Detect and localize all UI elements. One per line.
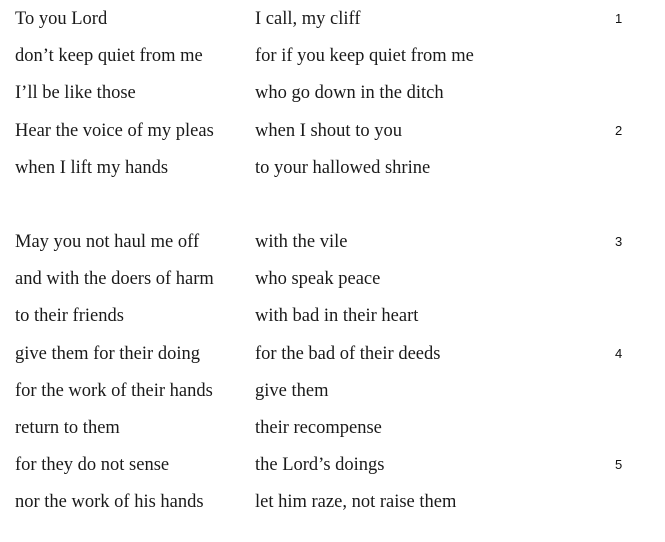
line-first-half: for the work of their hands [15, 380, 213, 401]
poem-line [0, 74, 665, 111]
verse-number: 1 [615, 11, 623, 26]
line-second-half: with bad in their heart [255, 306, 419, 327]
line-second-half: who speak peace [255, 269, 381, 290]
line-first-half: May you not haul me off [15, 232, 200, 252]
line-first-half: don’t keep quiet from me [15, 46, 203, 67]
line-second-half: let him raze, not raise them [255, 492, 457, 513]
poem-line [0, 260, 665, 297]
line-second-half: for if you keep quiet from me [255, 46, 474, 67]
line-second-half: their recompense [255, 417, 382, 438]
line-first-half: Hear the voice of my pleas [15, 120, 214, 141]
stanza-2 [0, 223, 665, 521]
poem-line [0, 297, 665, 334]
line-second-half: I call, my cliff [255, 9, 361, 29]
line-first-half: return to them [15, 417, 120, 438]
line-first-half: nor the work of his hands [15, 492, 204, 513]
line-second-half: for the bad of their deeds [255, 343, 441, 364]
poem-line [0, 335, 665, 372]
line-first-half: and with the doers of harm [15, 269, 214, 290]
line-second-half: when I shout to you [255, 120, 402, 141]
poem-line [0, 409, 665, 446]
line-first-half: give them for their doing [15, 343, 200, 364]
line-first-half: To you Lord [15, 9, 108, 29]
line-first-half: for they do not sense [15, 455, 170, 476]
verse-number: 5 [615, 457, 623, 473]
line-second-half: the Lord’s doings [255, 455, 385, 476]
poem-line [0, 37, 665, 74]
poem-line [0, 112, 665, 149]
line-first-half: to their friends [15, 306, 124, 327]
line-second-half: to your hallowed shrine [255, 157, 431, 178]
poem-line [0, 483, 665, 520]
poem-line [0, 149, 665, 186]
line-second-half: with the vile [255, 232, 348, 252]
verse-number: 2 [615, 122, 623, 138]
verse-number: 3 [615, 234, 623, 249]
line-first-half: when I lift my hands [15, 157, 169, 178]
stanza-1 [0, 0, 665, 186]
line-second-half: who go down in the ditch [255, 83, 444, 104]
poem-line [0, 446, 665, 483]
verse-number: 4 [615, 345, 623, 361]
line-first-half: I’ll be like those [15, 83, 136, 104]
line-second-half: give them [255, 380, 329, 401]
poem-line [0, 223, 665, 260]
poem-line [0, 0, 665, 37]
poem-line [0, 372, 665, 409]
